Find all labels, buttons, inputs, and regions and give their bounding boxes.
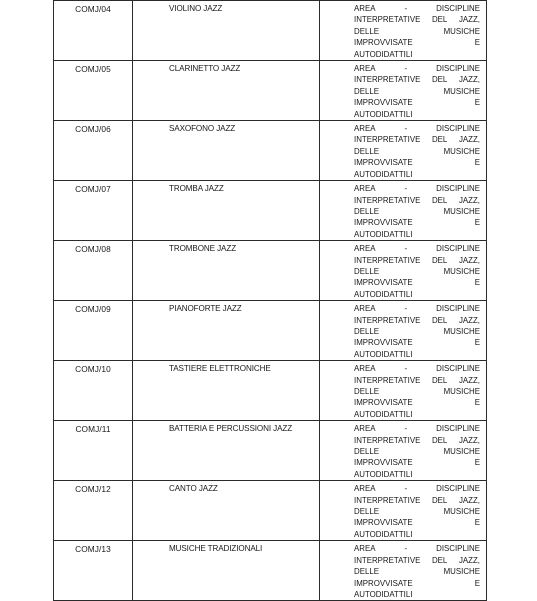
area-line xyxy=(354,349,480,360)
area-dash: - xyxy=(404,184,408,194)
area-word: JAZZ, xyxy=(458,135,480,145)
area-line xyxy=(354,134,480,145)
area-word: IMPROVVISATE xyxy=(354,278,413,288)
area-word: MUSICHE xyxy=(443,206,480,216)
area-word: AUTODIDATTILI xyxy=(354,49,413,59)
area-line xyxy=(354,386,480,397)
area-line xyxy=(354,183,480,194)
area-line xyxy=(354,326,480,337)
course-name: VIOLINO JAZZ xyxy=(133,1,320,61)
area-word: AREA xyxy=(354,484,376,494)
area-word: JAZZ, xyxy=(458,195,480,205)
discipline-area xyxy=(320,1,487,61)
area-line xyxy=(354,483,480,494)
area-dash: - xyxy=(404,484,408,494)
area-word: E xyxy=(474,98,480,108)
area-dash: - xyxy=(404,4,408,13)
area-word: AREA xyxy=(354,304,376,314)
area-word: DISCIPLINE xyxy=(436,124,480,134)
area-word: AUTODIDATTILI xyxy=(354,169,413,179)
area-word: DEL xyxy=(431,375,448,385)
area-line xyxy=(354,289,480,300)
area-word: E xyxy=(474,158,480,168)
course-code: COMJ/13 xyxy=(54,541,133,601)
area-word: DISCIPLINE xyxy=(436,184,480,194)
area-line xyxy=(354,529,480,540)
area-line xyxy=(354,543,480,554)
area-word: AUTODIDATTILI xyxy=(354,289,413,299)
area-line xyxy=(354,277,480,288)
area-word: DEL xyxy=(431,255,448,265)
area-word: DISCIPLINE xyxy=(436,244,480,254)
course-name: CANTO JAZZ xyxy=(133,481,320,541)
course-code: COMJ/04 xyxy=(54,1,133,61)
area-word: AUTODIDATTILI xyxy=(354,349,413,359)
area-word: JAZZ, xyxy=(458,255,480,265)
area-word: IMPROVVISATE xyxy=(354,518,413,528)
area-word: INTERPRETATIVE xyxy=(354,195,421,205)
area-dash: - xyxy=(404,244,408,254)
area-word: E xyxy=(474,518,480,528)
area-line xyxy=(354,146,480,157)
area-word: AUTODIDATTILI xyxy=(354,529,413,539)
area-word: DELLE xyxy=(354,206,380,216)
area-dash: - xyxy=(404,124,408,134)
area-line xyxy=(354,3,480,14)
area-word: JAZZ, xyxy=(458,15,480,25)
area-dash: - xyxy=(404,304,408,314)
area-word: DEL xyxy=(431,135,448,145)
course-code: COMJ/07 xyxy=(54,181,133,241)
area-line xyxy=(354,26,480,37)
disciplines-table xyxy=(53,0,487,601)
area-word: INTERPRETATIVE xyxy=(354,135,421,145)
discipline-area xyxy=(320,181,487,241)
area-line xyxy=(354,457,480,468)
area-word: INTERPRETATIVE xyxy=(354,435,421,445)
area-word: INTERPRETATIVE xyxy=(354,495,421,505)
area-line xyxy=(354,206,480,217)
course-name: MUSICHE TRADIZIONALI xyxy=(133,541,320,601)
area-word: AREA xyxy=(354,64,376,74)
area-word: MUSICHE xyxy=(443,266,480,276)
area-word: DELLE xyxy=(354,266,380,276)
table-row xyxy=(54,241,487,301)
course-code: COMJ/09 xyxy=(54,301,133,361)
area-word: JAZZ, xyxy=(458,555,480,565)
discipline-area xyxy=(320,421,487,481)
area-word: INTERPRETATIVE xyxy=(354,555,421,565)
area-line xyxy=(354,303,480,314)
area-line xyxy=(354,255,480,266)
area-word: MUSICHE xyxy=(443,567,480,577)
discipline-area xyxy=(320,61,487,121)
area-word: MUSICHE xyxy=(443,326,480,336)
area-word: DELLE xyxy=(354,326,380,336)
area-line xyxy=(354,423,480,434)
area-word: E xyxy=(474,578,480,588)
area-line xyxy=(354,375,480,386)
area-line xyxy=(354,109,480,120)
course-name: CLARINETTO JAZZ xyxy=(133,61,320,121)
area-word: DISCIPLINE xyxy=(436,304,480,314)
area-word: E xyxy=(474,278,480,288)
area-line xyxy=(354,195,480,206)
area-word: DELLE xyxy=(354,567,380,577)
area-word: E xyxy=(474,458,480,468)
area-line xyxy=(354,229,480,240)
area-word: INTERPRETATIVE xyxy=(354,255,421,265)
table-row xyxy=(54,361,487,421)
discipline-area xyxy=(320,481,487,541)
area-word: INTERPRETATIVE xyxy=(354,315,421,325)
area-word: MUSICHE xyxy=(443,86,480,96)
discipline-area xyxy=(320,541,487,601)
area-word: DISCIPLINE xyxy=(436,544,480,554)
course-name: TROMBONE JAZZ xyxy=(133,241,320,301)
area-line xyxy=(354,63,480,74)
area-word: MUSICHE xyxy=(443,26,480,36)
area-word: DELLE xyxy=(354,146,380,156)
area-line xyxy=(354,49,480,60)
area-word: DISCIPLINE xyxy=(436,64,480,74)
area-line xyxy=(354,217,480,228)
area-word: DELLE xyxy=(354,447,380,457)
area-line xyxy=(354,169,480,180)
area-word: AUTODIDATTILI xyxy=(354,409,413,419)
table-row xyxy=(54,301,487,361)
area-line xyxy=(354,74,480,85)
area-word: MUSICHE xyxy=(443,146,480,156)
area-line xyxy=(354,157,480,168)
area-word: IMPROVVISATE xyxy=(354,98,413,108)
area-word: AREA xyxy=(354,4,376,13)
area-word: DEL xyxy=(431,75,448,85)
area-word: IMPROVVISATE xyxy=(354,38,413,48)
area-line xyxy=(354,86,480,97)
area-word: JAZZ, xyxy=(458,435,480,445)
area-line xyxy=(354,266,480,277)
area-word: IMPROVVISATE xyxy=(354,218,413,228)
area-word: DEL xyxy=(431,195,448,205)
area-word: MUSICHE xyxy=(443,507,480,517)
area-line xyxy=(354,97,480,108)
area-word: JAZZ, xyxy=(458,375,480,385)
area-line xyxy=(354,578,480,589)
course-code: COMJ/08 xyxy=(54,241,133,301)
table-row xyxy=(54,61,487,121)
area-word: E xyxy=(474,398,480,408)
area-line xyxy=(354,446,480,457)
area-line xyxy=(354,566,480,577)
area-word: E xyxy=(474,38,480,48)
area-line xyxy=(354,14,480,25)
area-word: DEL xyxy=(431,315,448,325)
area-word: DISCIPLINE xyxy=(436,484,480,494)
table-row xyxy=(54,481,487,541)
area-line xyxy=(354,37,480,48)
area-word: INTERPRETATIVE xyxy=(354,75,421,85)
area-line xyxy=(354,409,480,420)
table-row xyxy=(54,181,487,241)
area-word: DEL xyxy=(431,495,448,505)
area-word: AREA xyxy=(354,244,376,254)
area-word: JAZZ, xyxy=(458,75,480,85)
table-row xyxy=(54,541,487,601)
table-body xyxy=(54,1,487,601)
area-word: MUSICHE xyxy=(443,447,480,457)
area-word: AUTODIDATTILI xyxy=(354,109,413,119)
area-word: IMPROVVISATE xyxy=(354,458,413,468)
area-word: DELLE xyxy=(354,387,380,396)
area-word: DISCIPLINE xyxy=(436,4,480,13)
area-word: E xyxy=(474,218,480,228)
table-row xyxy=(54,121,487,181)
area-line xyxy=(354,397,480,408)
area-dash: - xyxy=(404,544,408,554)
course-code: COMJ/12 xyxy=(54,481,133,541)
area-word: DEL xyxy=(431,435,448,445)
course-code: COMJ/10 xyxy=(54,361,133,421)
discipline-area xyxy=(320,121,487,181)
course-name: BATTERIA E PERCUSSIONI JAZZ xyxy=(133,421,320,481)
area-line xyxy=(354,555,480,566)
area-word: JAZZ, xyxy=(458,495,480,505)
course-name: PIANOFORTE JAZZ xyxy=(133,301,320,361)
course-name: TASTIERE ELETTRONICHE xyxy=(133,361,320,421)
area-word: IMPROVVISATE xyxy=(354,158,413,168)
area-line xyxy=(354,435,480,446)
course-name: SAXOFONO JAZZ xyxy=(133,121,320,181)
area-line xyxy=(354,337,480,348)
discipline-area xyxy=(320,301,487,361)
area-word: JAZZ, xyxy=(458,315,480,325)
area-word: INTERPRETATIVE xyxy=(354,375,421,385)
area-dash: - xyxy=(404,364,408,374)
area-word: IMPROVVISATE xyxy=(354,578,413,588)
area-word: MUSICHE xyxy=(443,387,480,396)
area-word: IMPROVVISATE xyxy=(354,338,413,348)
area-line xyxy=(354,506,480,517)
area-line xyxy=(354,123,480,134)
area-line xyxy=(354,517,480,528)
area-line xyxy=(354,315,480,326)
area-word: DELLE xyxy=(354,86,380,96)
area-line xyxy=(354,363,480,374)
area-word: AUTODIDATTILI xyxy=(354,229,413,239)
discipline-area xyxy=(320,241,487,301)
area-word: AREA xyxy=(354,424,376,434)
area-word: DEL xyxy=(431,15,448,25)
area-word: E xyxy=(474,338,480,348)
area-line xyxy=(354,243,480,254)
table-row xyxy=(54,421,487,481)
area-word: DISCIPLINE xyxy=(436,364,480,374)
area-dash: - xyxy=(404,424,408,434)
course-name: TROMBA JAZZ xyxy=(133,181,320,241)
area-line xyxy=(354,469,480,480)
area-dash: - xyxy=(404,64,408,74)
area-word: DELLE xyxy=(354,26,380,36)
area-word: DELLE xyxy=(354,507,380,517)
course-code: COMJ/11 xyxy=(54,421,133,481)
table-row xyxy=(54,1,487,61)
area-word: AREA xyxy=(354,184,376,194)
area-word: AUTODIDATTILI xyxy=(354,469,413,479)
area-word: AUTODIDATTILI xyxy=(354,589,413,599)
area-word: AREA xyxy=(354,364,376,374)
area-word: INTERPRETATIVE xyxy=(354,15,421,25)
area-word: AREA xyxy=(354,544,376,554)
area-line xyxy=(354,495,480,506)
course-code: COMJ/05 xyxy=(54,61,133,121)
area-word: IMPROVVISATE xyxy=(354,398,413,408)
course-code: COMJ/06 xyxy=(54,121,133,181)
area-word: AREA xyxy=(354,124,376,134)
area-word: DEL xyxy=(431,555,448,565)
area-word: DISCIPLINE xyxy=(436,424,480,434)
discipline-area xyxy=(320,361,487,421)
